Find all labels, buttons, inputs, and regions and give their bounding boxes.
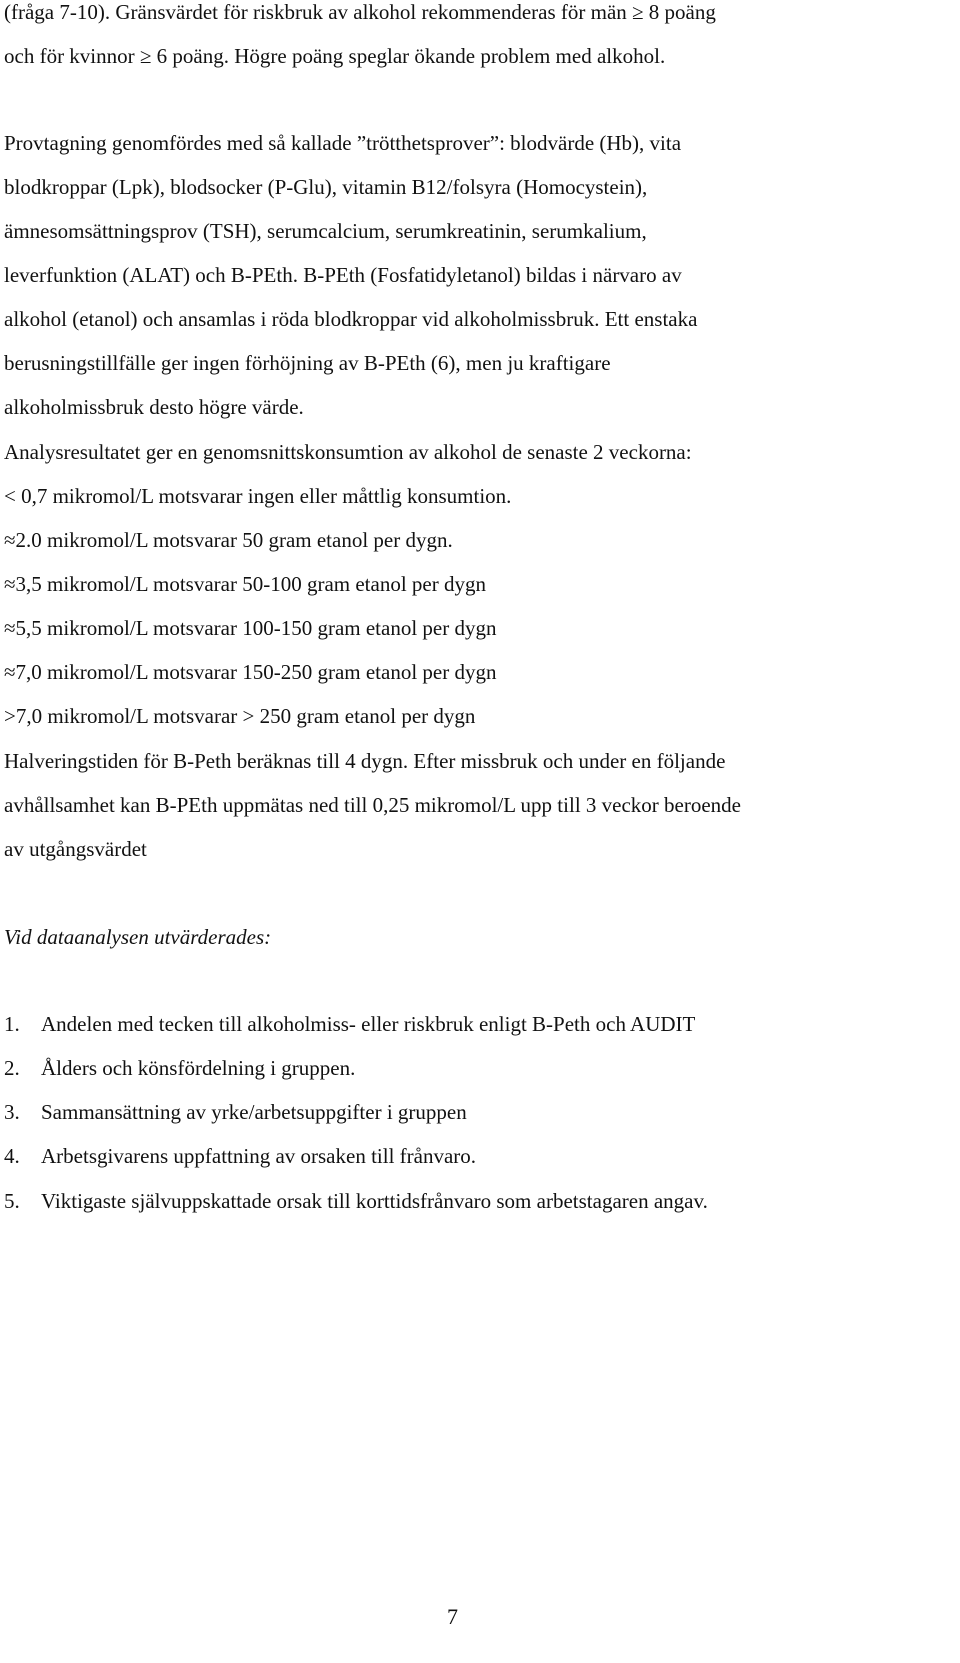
body-line: Provtagning genomfördes med så kallade ”trötthetsprover”: blodvärde (Hb), vita — [4, 131, 682, 155]
list-number: 5. — [4, 1189, 20, 1213]
list-number: 1. — [4, 1012, 20, 1036]
body-line: berusningstillfälle ger ingen förhöjning av B-PEth (6), men ju kraftigare — [4, 351, 611, 375]
body-line: ≈2.0 mikromol/L motsvarar 50 gram etanol per dygn. — [4, 528, 453, 552]
list-item-text: Andelen med tecken till alkoholmiss- eller riskbruk enligt B-Peth och AUDIT — [41, 1012, 696, 1036]
body-line: blodkroppar (Lpk), blodsocker (P-Glu), vitamin B12/folsyra (Homocystein), — [4, 175, 648, 199]
body-line: ≈3,5 mikromol/L motsvarar 50-100 gram etanol per dygn — [4, 572, 486, 596]
body-line: >7,0 mikromol/L motsvarar > 250 gram etanol per dygn — [4, 704, 476, 728]
body-line: < 0,7 mikromol/L motsvarar ingen eller måttlig konsumtion. — [4, 484, 512, 508]
intro-line: och för kvinnor ≥ 6 poäng. Högre poäng speglar ökande problem med alkohol. — [4, 44, 666, 68]
body-line: alkohol (etanol) och ansamlas i röda blodkroppar vid alkoholmissbruk. Ett enstaka — [4, 307, 698, 331]
list-number: 3. — [4, 1100, 20, 1124]
body-line: alkoholmissbruk desto högre värde. — [4, 395, 304, 419]
body-line: ≈5,5 mikromol/L motsvarar 100-150 gram etanol per dygn — [4, 616, 497, 640]
list-item-text: Ålders och könsfördelning i gruppen. — [41, 1056, 356, 1080]
body-line: ämnesomsättningsprov (TSH), serumcalcium, serumkreatinin, serumkalium, — [4, 219, 647, 243]
body-line: Halveringstiden för B-Peth beräknas till 4 dygn. Efter missbruk och under en följande — [4, 749, 726, 773]
body-line: av utgångsvärdet — [4, 837, 147, 861]
list-item-text: Arbetsgivarens uppfattning av orsaken till frånvaro. — [41, 1144, 477, 1168]
section-heading: Vid dataanalysen utvärderades: — [4, 925, 272, 949]
intro-line: (fråga 7-10). Gränsvärdet för riskbruk av alkohol rekommenderas för män ≥ 8 poäng — [4, 0, 716, 24]
list-number: 4. — [4, 1144, 20, 1168]
body-line: ≈7,0 mikromol/L motsvarar 150-250 gram etanol per dygn — [4, 660, 497, 684]
body-line: leverfunktion (ALAT) och B-PEth. B-PEth (Fosfatidyletanol) bildas i närvaro av — [4, 263, 682, 287]
list-number: 2. — [4, 1056, 20, 1080]
page-number: 7 — [447, 1604, 458, 1629]
body-line: avhållsamhet kan B-PEth uppmätas ned till 0,25 mikromol/L upp till 3 veckor beroende — [4, 793, 741, 817]
list-item-text: Viktigaste självuppskattade orsak till korttidsfrånvaro som arbetstagaren angav. — [41, 1189, 708, 1213]
list-item-text: Sammansättning av yrke/arbetsuppgifter i gruppen — [41, 1100, 467, 1124]
body-line: Analysresultatet ger en genomsnittskonsumtion av alkohol de senaste 2 veckorna: — [4, 440, 692, 464]
